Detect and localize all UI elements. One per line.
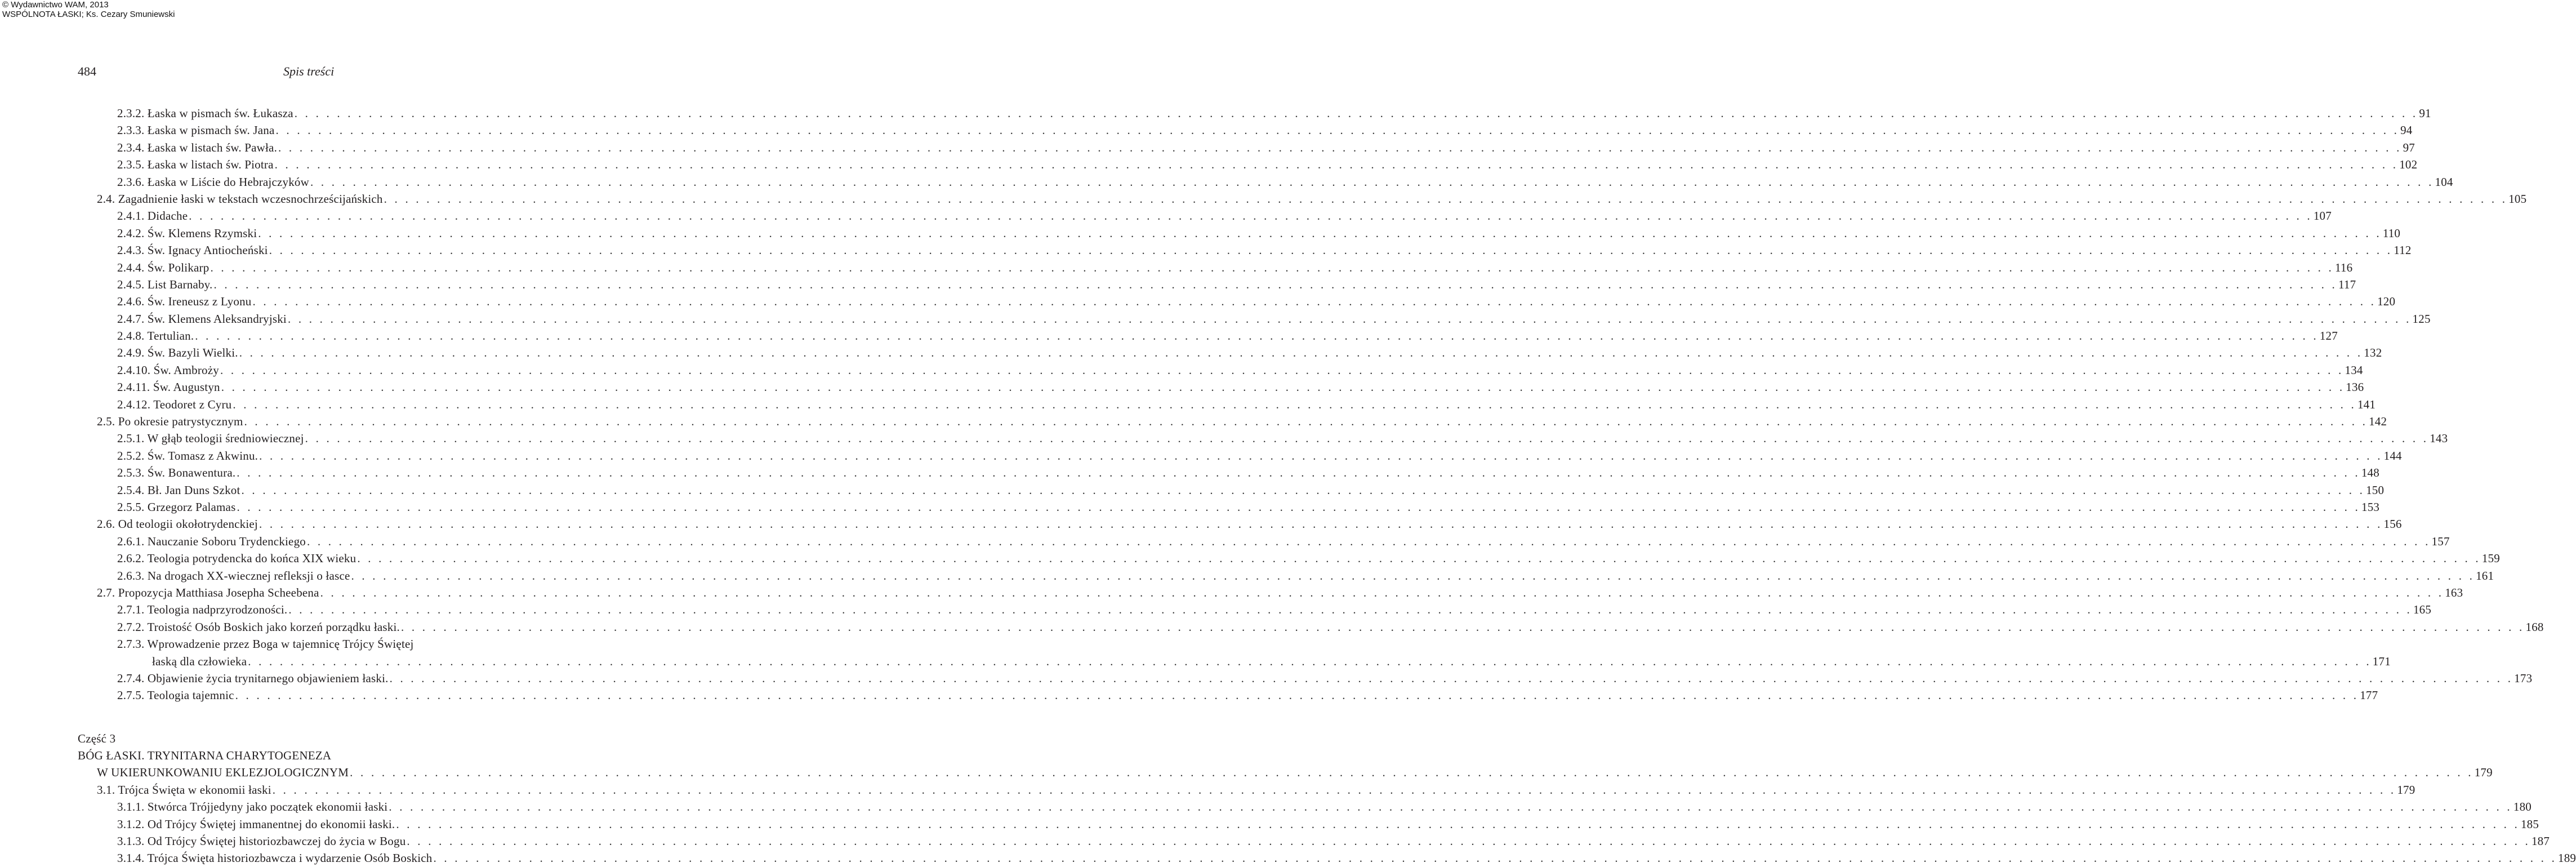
- toc-entry: [117, 344, 2382, 361]
- toc-entry: [117, 464, 2379, 481]
- dot-leader: . . . . . . . . . . . . . . . . . . . . . . . . . . . . . . . . . . . . . . . . . . . . . . . . . . . . . . . . . . . . . . . . . . . . . . . . . . . . . . . . . . . . . . . . . . . . . . . . . . . . . . . . . . . . . . . . . . . . . . . . . . . . . . . . . . . . . . . . . . . . . . . . . . . . . . . . . . . . . . . . . . . . . . . . . . . . . . . . . . . . . . . . . . . . . . . . . . . . . . . .: [258, 226, 2382, 240]
- dot-leader: . . . . . . . . . . . . . . . . . . . . . . . . . . . . . . . . . . . . . . . . . . . . . . . . . . . . . . . . . . . . . . . . . . . . . . . . . . . . . . . . . . . . . . . . . . . . . . . . . . . . . . . . . . . . . . . . . . . . . . . . . . . . . . . . . . . . . . . . . . . . . . . . . . . . . . . . . . . . . . . . . . . . . . . . . . . . . . . . . . . . . . . . . . . . . . . . . . . . . . . .: [389, 800, 2512, 814]
- toc-entry: [97, 190, 2527, 207]
- toc-entry-page: 144: [2383, 448, 2402, 463]
- dot-leader: . . . . . . . . . . . . . . . . . . . . . . . . . . . . . . . . . . . . . . . . . . . . . . . . . . . . . . . . . . . . . . . . . . . . . . . . . . . . . . . . . . . . . . . . . . . . . . . . . . . . . . . . . . . . . . . . . . . . . . . . . . . . . . . . . . . . . . . . . . . . . . . . . . . . . . . . . . . . . . . . . . . . . . . . . . . . . . . . . . . . . . . . . . . . . . . . . . . . . . . .: [195, 329, 2319, 343]
- dot-leader: . . . . . . . . . . . . . . . . . . . . . . . . . . . . . . . . . . . . . . . . . . . . . . . . . . . . . . . . . . . . . . . . . . . . . . . . . . . . . . . . . . . . . . . . . . . . . . . . . . . . . . . . . . . . . . . . . . . . . . . . . . . . . . . . . . . . . . . . . . . . . . . . . . . . . . . . . . . . . . . . . . . . . . . . . . . . . . . . . . . . . . . . . . . . . . . . . . . . . . . .: [237, 466, 2360, 480]
- toc-entry-title: 2.3.5. Łaska w listach św. Piotra: [117, 158, 274, 172]
- toc-entry: [117, 816, 2539, 833]
- toc-entry-title: 2.7.2. Troistość Osób Boskich jako korzeń porządku łaski.: [117, 620, 400, 634]
- dot-leader: . . . . . . . . . . . . . . . . . . . . . . . . . . . . . . . . . . . . . . . . . . . . . . . . . . . . . . . . . . . . . . . . . . . . . . . . . . . . . . . . . . . . . . . . . . . . . . . . . . . . . . . . . . . . . . . . . . . . . . . . . . . . . . . . . . . . . . . . . . . . . . . . . . . . . . . . . . . . . . . . . . . . . . . . . . . . . . . . . . . . . . . . . . . . . . . . . . . . . . . .: [241, 483, 2365, 497]
- toc-entry: [117, 207, 2332, 224]
- toc-entry-page: 187: [2531, 834, 2550, 848]
- table-of-contents: [0, 105, 2576, 867]
- toc-entry: [117, 687, 2378, 704]
- toc-entry: [117, 156, 2418, 173]
- toc-entry: [97, 413, 2387, 430]
- toc-entry-page: 148: [2361, 466, 2379, 480]
- toc-entry-title: 3.1.1. Stwórca Trójjedyny jako początek ekonomii łaski: [117, 800, 388, 814]
- toc-entry-page: 173: [2514, 671, 2533, 685]
- toc-entry: [117, 379, 2364, 395]
- toc-entry-title: 2.5.2. Św. Tomasz z Akwinu.: [117, 448, 259, 463]
- toc-entry-page: 116: [2335, 260, 2353, 274]
- toc-entry-page: 156: [2383, 517, 2402, 531]
- toc-entry-title: 3.1.2. Od Trójcy Świętej immanentnej do ekonomii łaski.: [117, 817, 395, 831]
- toc-entry-page: 94: [2400, 123, 2413, 137]
- copyright-line-1: © Wydawnictwo WAM, 2013: [2, 0, 109, 10]
- dot-leader: . . . . . . . . . . . . . . . . . . . . . . . . . . . . . . . . . . . . . . . . . . . . . . . . . . . . . . . . . . . . . . . . . . . . . . . . . . . . . . . . . . . . . . . . . . . . . . . . . . . . . . . . . . . . . . . . . . . . . . . . . . . . . . . . . . . . . . . . . . . . . . . . . . . . . . . . . . . . . . . . . . . . . . . . . . . . . . . . . . . . . . . . . . . . . . . . . . . . . . . .: [259, 517, 2383, 531]
- dot-leader: . . . . . . . . . . . . . . . . . . . . . . . . . . . . . . . . . . . . . . . . . . . . . . . . . . . . . . . . . . . . . . . . . . . . . . . . . . . . . . . . . . . . . . . . . . . . . . . . . . . . . . . . . . . . . . . . . . . . . . . . . . . . . . . . . . . . . . . . . . . . . . . . . . . . . . . . . . . . . . . . . . . . . . . . . . . . . . . . . . . . . . . . . . . . . . . . . . . . . . . .: [221, 380, 2345, 394]
- toc-entry-page: 143: [2430, 432, 2448, 446]
- dot-leader: . . . . . . . . . . . . . . . . . . . . . . . . . . . . . . . . . . . . . . . . . . . . . . . . . . . . . . . . . . . . . . . . . . . . . . . . . . . . . . . . . . . . . . . . . . . . . . . . . . . . . . . . . . . . . . . . . . . . . . . . . . . . . . . . . . . . . . . . . . . . . . . . . . . . . . . . . . . . . . . . . . . . . . . . . . . . . . . . . . . . . . . . . . . . . . . . . . . . . . . .: [320, 585, 2444, 599]
- dot-leader: . . . . . . . . . . . . . . . . . . . . . . . . . . . . . . . . . . . . . . . . . . . . . . . . . . . . . . . . . . . . . . . . . . . . . . . . . . . . . . . . . . . . . . . . . . . . . . . . . . . . . . . . . . . . . . . . . . . . . . . . . . . . . . . . . . . . . . . . . . . . . . . . . . . . . . . . . . . . . . . . . . . . . . . . . . . . . . . . . . . . . . . . . . . . . . . . . . . . . . . .: [235, 688, 2359, 703]
- toc-entry: [117, 293, 2396, 310]
- toc-entry-title: 2.5.3. Św. Bonawentura.: [117, 466, 236, 480]
- dot-leader: . . . . . . . . . . . . . . . . . . . . . . . . . . . . . . . . . . . . . . . . . . . . . . . . . . . . . . . . . . . . . . . . . . . . . . . . . . . . . . . . . . . . . . . . . . . . . . . . . . . . . . . . . . . . . . . . . . . . . . . . . . . . . . . . . . . . . . . . . . . . . . . . . . . . . . . . . . . . . . . . . . . . . . . . . . . . . . . . . . . . . . . . . . . . . . . . . . . . . . . .: [252, 295, 2377, 309]
- toc-entry: [117, 670, 2533, 687]
- toc-entry-page: 117: [2338, 277, 2356, 291]
- dot-leader: . . . . . . . . . . . . . . . . . . . . . . . . . . . . . . . . . . . . . . . . . . . . . . . . . . . . . . . . . . . . . . . . . . . . . . . . . . . . . . . . . . . . . . . . . . . . . . . . . . . . . . . . . . . . . . . . . . . . . . . . . . . . . . . . . . . . . . . . . . . . . . . . . . . . . . . . . . . . . . . . . . . . . . . . . . . . . . . . . . . . . . . . . . . . . . . . . . . . . . . .: [287, 312, 2412, 326]
- toc-entry-page: 142: [2369, 415, 2387, 429]
- toc-entry: [97, 764, 2493, 781]
- toc-entry-title: 3.1.3. Od Trójcy Świętej historiozbawczej do życia w Bogu: [117, 834, 406, 848]
- toc-entry-title: W UKIERUNKOWANIU EKLEZJOLOGICZNYM: [97, 766, 349, 780]
- toc-entry-title: 2.6. Od teologii okołotrydenckiej: [97, 517, 258, 531]
- toc-entry-page: 125: [2412, 312, 2431, 326]
- toc-entry-page: 177: [2360, 688, 2378, 703]
- toc-entry-title: 2.4.4. Św. Polikarp: [117, 260, 210, 274]
- toc-entry-page: 179: [2474, 766, 2493, 780]
- toc-entry-page: 150: [2366, 483, 2385, 497]
- toc-entry: [117, 850, 2576, 866]
- toc-entry: [117, 635, 540, 652]
- toc-entry-title: 2.4. Zagadnienie łaski w tekstach wczesnochrześcijańskich: [97, 192, 383, 206]
- dot-leader: . . . . . . . . . . . . . . . . . . . . . . . . . . . . . . . . . . . . . . . . . . . . . . . . . . . . . . . . . . . . . . . . . . . . . . . . . . . . . . . . . . . . . . . . . . . . . . . . . . . . . . . . . . . . . . . . . . . . . . . . . . . . . . . . . . . . . . . . . . . . . . . . . . . . . . . . . . . . . . . . . . . . . . . . . . . . . . . . . . . . . . . . . . . . . . . . . . . . . . . .: [351, 568, 2475, 583]
- toc-entry-title: BÓG ŁASKI. TRYNITARNA CHARYTOGENEZA: [78, 749, 332, 763]
- toc-entry-page: 189: [2558, 851, 2576, 865]
- dot-leader: . . . . . . . . . . . . . . . . . . . . . . . . . . . . . . . . . . . . . . . . . . . . . . . . . . . . . . . . . . . . . . . . . . . . . . . . . . . . . . . . . . . . . . . . . . . . . . . . . . . . . . . . . . . . . . . . . . . . . . . . . . . . . . . . . . . . . . . . . . . . . . . . . . . . . . . . . . . . . . . . . . . . . . . . . . . . . . . . . . . . . . . . . . . . . . . . . . . . . . . .: [244, 415, 2368, 429]
- toc-entry-title: 2.7.5. Teologia tajemnic: [117, 688, 234, 703]
- toc-entry-page: 132: [2364, 346, 2382, 360]
- toc-entry: [117, 174, 2453, 190]
- toc-entry-page: 161: [2476, 568, 2494, 583]
- toc-entry-page: 157: [2431, 534, 2450, 548]
- toc-entry-page: 97: [2403, 140, 2415, 154]
- dot-leader: . . . . . . . . . . . . . . . . . . . . . . . . . . . . . . . . . . . . . . . . . . . . . . . . . . . . . . . . . . . . . . . . . . . . . . . . . . . . . . . . . . . . . . . . . . . . . . . . . . . . . . . . . . . . . . . . . . . . . . . . . . . . . . . . . . . . . . . . . . . . . . . . . . . . . . . . . . . . . . . . . . . . . . . . . . . . . . . . . . . . . . . . . . . . . . . . . . . . . . . .: [259, 448, 2383, 463]
- toc-entry-title: 2.3.4. Łaska w listach św. Pawła.: [117, 140, 278, 154]
- toc-entry: [117, 798, 2532, 815]
- toc-entry-title: 2.6.2. Teologia potrydencka do końca XIX wieku: [117, 552, 356, 566]
- toc-entry: [117, 327, 2338, 344]
- dot-leader: . . . . . . . . . . . . . . . . . . . . . . . . . . . . . . . . . . . . . . . . . . . . . . . . . . . . . . . . . . . . . . . . . . . . . . . . . . . . . . . . . . . . . . . . . . . . . . . . . . . . . . . . . . . . . . . . . . . . . . . . . . . . . . . . . . . . . . . . . . . . . . . . . . . . . . . . . . . . . . . . . . . . . . . . . . . . . . . . . . . . . . . . . . . . . . . . . . . . . . . .: [278, 140, 2402, 154]
- toc-entry: [117, 499, 2380, 515]
- dot-leader: . . . . . . . . . . . . . . . . . . . . . . . . . . . . . . . . . . . . . . . . . . . . . . . . . . . . . . . . . . . . . . . . . . . . . . . . . . . . . . . . . . . . . . . . . . . . . . . . . . . . . . . . . . . . . . . . . . . . . . . . . . . . . . . . . . . . . . . . . . . . . . . . . . . . . . . . . . . . . . . . . . . . . . . . . . . . . . . . . . . . . . . . . . . . . . . . . . . . . . . .: [288, 603, 2412, 617]
- toc-entry: [117, 362, 2363, 379]
- toc-entry-page: 163: [2445, 585, 2463, 599]
- toc-entry-title: 2.4.8. Tertulian.: [117, 329, 194, 343]
- toc-entry: [117, 550, 2500, 567]
- dot-leader: . . . . . . . . . . . . . . . . . . . . . . . . . . . . . . . . . . . . . . . . . . . . . . . . . . . . . . . . . . . . . . . . . . . . . . . . . . . . . . . . . . . . . . . . . . . . . . . . . . . . . . . . . . . . . . . . . . . . . . . . . . . . . . . . . . . . . . . . . . . . . . . . . . . . . . . . . . . . . . . . . . . . . . . . . . . . . . . . . . . . . . . . . . . . . . . . . . . . . . . .: [389, 671, 2513, 685]
- toc-entry: [117, 482, 2385, 499]
- toc-entry-title: 2.3.2. Łaska w pismach św. Łukasza: [117, 106, 293, 120]
- dot-leader: . . . . . . . . . . . . . . . . . . . . . . . . . . . . . . . . . . . . . . . . . . . . . . . . . . . . . . . . . . . . . . . . . . . . . . . . . . . . . . . . . . . . . . . . . . . . . . . . . . . . . . . . . . . . . . . . . . . . . . . . . . . . . . . . . . . . . . . . . . . . . . . . . . . . . . . . . . . . . . . . . . . . . . . . . . . . . . . . . . . . . . . . . . . . . . . . . . . . . . . .: [407, 834, 2530, 848]
- toc-entry-page: 127: [2319, 329, 2338, 343]
- dot-leader: . . . . . . . . . . . . . . . . . . . . . . . . . . . . . . . . . . . . . . . . . . . . . . . . . . . . . . . . . . . . . . . . . . . . . . . . . . . . . . . . . . . . . . . . . . . . . . . . . . . . . . . . . . . . . . . . . . . . . . . . . . . . . . . . . . . . . . . . . . . . . . . . . . . . . . . . . . . . . . . . . . . . . . . . . . . . . . . . . . . . . . . . . . . . . . . . . . . . . . . .: [275, 123, 2400, 137]
- toc-entry: [78, 747, 540, 764]
- dot-leader: . . . . . . . . . . . . . . . . . . . . . . . . . . . . . . . . . . . . . . . . . . . . . . . . . . . . . . . . . . . . . . . . . . . . . . . . . . . . . . . . . . . . . . . . . . . . . . . . . . . . . . . . . . . . . . . . . . . . . . . . . . . . . . . . . . . . . . . . . . . . . . . . . . . . . . . . . . . . . . . . . . . . . . . . . . . . . . . . . . . . . . . . . . . . . . . . . . . . . . . .: [220, 363, 2344, 377]
- toc-entry-title: 2.4.12. Teodoret z Cyru: [117, 397, 232, 411]
- toc-entry-title: 3.1. Trójca Święta w ekonomii łaski: [97, 782, 271, 797]
- toc-entry-page: 141: [2357, 397, 2376, 411]
- toc-entry: [117, 396, 2376, 413]
- toc-entry-page: 91: [2419, 106, 2431, 120]
- dot-leader: . . . . . . . . . . . . . . . . . . . . . . . . . . . . . . . . . . . . . . . . . . . . . . . . . . . . . . . . . . . . . . . . . . . . . . . . . . . . . . . . . . . . . . . . . . . . . . . . . . . . . . . . . . . . . . . . . . . . . . . . . . . . . . . . . . . . . . . . . . . . . . . . . . . . . . . . . . . . . . . . . . . . . . . . . . . . . . . . . . . . . . . . . . . . . . . . . . . . . . . .: [294, 106, 2418, 120]
- toc-entry-title: 2.5.1. W głąb teologii średniowiecznej: [117, 432, 304, 446]
- toc-entry-page: 136: [2346, 380, 2364, 394]
- dot-leader: . . . . . . . . . . . . . . . . . . . . . . . . . . . . . . . . . . . . . . . . . . . . . . . . . . . . . . . . . . . . . . . . . . . . . . . . . . . . . . . . . . . . . . . . . . . . . . . . . . . . . . . . . . . . . . . . . . . . . . . . . . . . . . . . . . . . . . . . . . . . . . . . . . . . . . . . . . . . . . . . . . . . . . . . . . . . . . . . . . . . . . . . . . . . . . . . . . . . . . . .: [357, 552, 2481, 566]
- dot-leader: . . . . . . . . . . . . . . . . . . . . . . . . . . . . . . . . . . . . . . . . . . . . . . . . . . . . . . . . . . . . . . . . . . . . . . . . . . . . . . . . . . . . . . . . . . . . . . . . . . . . . . . . . . . . . . . . . . . . . . . . . . . . . . . . . . . . . . . . . . . . . . . . . . . . . . . . . . . . . . . . . . . . . . . . . . . . . . . . . . . . . . . . . . . . . . . . . . . . . . . .: [210, 260, 2334, 274]
- toc-entry-title: Część 3: [78, 731, 116, 745]
- dot-leader: . . . . . . . . . . . . . . . . . . . . . . . . . . . . . . . . . . . . . . . . . . . . . . . . . . . . . . . . . . . . . . . . . . . . . . . . . . . . . . . . . . . . . . . . . . . . . . . . . . . . . . . . . . . . . . . . . . . . . . . . . . . . . . . . . . . . . . . . . . . . . . . . . . . . . . . . . . . . . . . . . . . . . . . . . . . . . . . . . . . . . . . . . . . . . . . . . . . . . . . .: [248, 654, 2372, 668]
- toc-entry: [117, 310, 2431, 327]
- toc-entry-title: 2.5.4. Bł. Jan Duns Szkot: [117, 483, 240, 497]
- toc-entry: [117, 276, 2356, 293]
- toc-entry: [78, 730, 540, 747]
- toc-entry: [117, 430, 2448, 447]
- dot-leader: . . . . . . . . . . . . . . . . . . . . . . . . . . . . . . . . . . . . . . . . . . . . . . . . . . . . . . . . . . . . . . . . . . . . . . . . . . . . . . . . . . . . . . . . . . . . . . . . . . . . . . . . . . . . . . . . . . . . . . . . . . . . . . . . . . . . . . . . . . . . . . . . . . . . . . . . . . . . . . . . . . . . . . . . . . . . . . . . . . . . . . . . . . . . . . . . . . . . . . . .: [350, 766, 2474, 780]
- toc-entry-title: 2.6.1. Nauczanie Soboru Trydenckiego: [117, 534, 306, 548]
- toc-entry-title: 2.7.4. Objawienie życia trynitarnego objawieniem łaski.: [117, 671, 389, 685]
- toc-entry: [117, 447, 2402, 464]
- toc-entry-page: 179: [2397, 782, 2415, 797]
- dot-leader: . . . . . . . . . . . . . . . . . . . . . . . . . . . . . . . . . . . . . . . . . . . . . . . . . . . . . . . . . . . . . . . . . . . . . . . . . . . . . . . . . . . . . . . . . . . . . . . . . . . . . . . . . . . . . . . . . . . . . . . . . . . . . . . . . . . . . . . . . . . . . . . . . . . . . . . . . . . . . . . . . . . . . . . . . . . . . . . . . . . . . . . . . . . . . . . . . . . . . . . .: [237, 500, 2361, 514]
- toc-entry-page: 112: [2394, 243, 2412, 257]
- toc-entry-page: 165: [2413, 603, 2432, 617]
- toc-entry-title: 2.3.6. Łaska w Liście do Hebrajczyków: [117, 175, 309, 189]
- page-number: 484: [78, 64, 96, 78]
- toc-entry-page: 104: [2435, 175, 2453, 189]
- toc-entry-page: 107: [2313, 209, 2332, 223]
- toc-entry: [117, 225, 2401, 242]
- toc-entry-title: 2.6.3. Na drogach XX-wiecznej refleksji o łasce: [117, 568, 350, 583]
- toc-entry-page: 110: [2382, 226, 2401, 240]
- toc-entry: [97, 584, 2463, 601]
- dot-leader: . . . . . . . . . . . . . . . . . . . . . . . . . . . . . . . . . . . . . . . . . . . . . . . . . . . . . . . . . . . . . . . . . . . . . . . . . . . . . . . . . . . . . . . . . . . . . . . . . . . . . . . . . . . . . . . . . . . . . . . . . . . . . . . . . . . . . . . . . . . . . . . . . . . . . . . . . . . . . . . . . . . . . . . . . . . . . . . . . . . . . . . . . . . . . . . . . . . . . . . .: [400, 620, 2525, 634]
- toc-entry: [117, 139, 2415, 156]
- dot-leader: . . . . . . . . . . . . . . . . . . . . . . . . . . . . . . . . . . . . . . . . . . . . . . . . . . . . . . . . . . . . . . . . . . . . . . . . . . . . . . . . . . . . . . . . . . . . . . . . . . . . . . . . . . . . . . . . . . . . . . . . . . . . . . . . . . . . . . . . . . . . . . . . . . . . . . . . . . . . . . . . . . . . . . . . . . . . . . . . . . . . . . . . . . . . . . . . . . . . . . . .: [213, 277, 2338, 291]
- toc-entry: [97, 781, 2415, 798]
- dot-leader: . . . . . . . . . . . . . . . . . . . . . . . . . . . . . . . . . . . . . . . . . . . . . . . . . . . . . . . . . . . . . . . . . . . . . . . . . . . . . . . . . . . . . . . . . . . . . . . . . . . . . . . . . . . . . . . . . . . . . . . . . . . . . . . . . . . . . . . . . . . . . . . . . . . . . . . . . . . . . . . . . . . . . . . . . . . . . . . . . . . . . . . . . . . . . . . . . . . . . . . .: [310, 175, 2434, 189]
- toc-entry-page: 134: [2345, 363, 2363, 377]
- toc-entry-title: łaską dla człowieka: [152, 654, 247, 668]
- dot-leader: . . . . . . . . . . . . . . . . . . . . . . . . . . . . . . . . . . . . . . . . . . . . . . . . . . . . . . . . . . . . . . . . . . . . . . . . . . . . . . . . . . . . . . . . . . . . . . . . . . . . . . . . . . . . . . . . . . . . . . . . . . . . . . . . . . . . . . . . . . . . . . . . . . . . . . . . . . . . . . . . . . . . . . . . . . . . . . . . . . . . . . . . . . . . . . . . . . . . . . . .: [269, 243, 2393, 257]
- running-title: Spis treści: [283, 64, 335, 78]
- copyright-notice: [2, 0, 175, 19]
- dot-leader: . . . . . . . . . . . . . . . . . . . . . . . . . . . . . . . . . . . . . . . . . . . . . . . . . . . . . . . . . . . . . . . . . . . . . . . . . . . . . . . . . . . . . . . . . . . . . . . . . . . . . . . . . . . . . . . . . . . . . . . . . . . . . . . . . . . . . . . . . . . . . . . . . . . . . . . . . . . . . . . . . . . . . . . . . . . . . . . . . . . . . . . . . . . . . . . . . . . . . . . .: [433, 851, 2557, 865]
- toc-entry: [117, 259, 2353, 276]
- toc-entry-page: 180: [2513, 800, 2532, 814]
- dot-leader: . . . . . . . . . . . . . . . . . . . . . . . . . . . . . . . . . . . . . . . . . . . . . . . . . . . . . . . . . . . . . . . . . . . . . . . . . . . . . . . . . . . . . . . . . . . . . . . . . . . . . . . . . . . . . . . . . . . . . . . . . . . . . . . . . . . . . . . . . . . . . . . . . . . . . . . . . . . . . . . . . . . . . . . . . . . . . . . . . . . . . . . . . . . . . . . . . . . . . . . .: [306, 534, 2431, 548]
- dot-leader: . . . . . . . . . . . . . . . . . . . . . . . . . . . . . . . . . . . . . . . . . . . . . . . . . . . . . . . . . . . . . . . . . . . . . . . . . . . . . . . . . . . . . . . . . . . . . . . . . . . . . . . . . . . . . . . . . . . . . . . . . . . . . . . . . . . . . . . . . . . . . . . . . . . . . . . . . . . . . . . . . . . . . . . . . . . . . . . . . . . . . . . . . . . . . . . . . . . . . . . .: [396, 817, 2520, 831]
- toc-spacer: [0, 704, 541, 730]
- dot-leader: . . . . . . . . . . . . . . . . . . . . . . . . . . . . . . . . . . . . . . . . . . . . . . . . . . . . . . . . . . . . . . . . . . . . . . . . . . . . . . . . . . . . . . . . . . . . . . . . . . . . . . . . . . . . . . . . . . . . . . . . . . . . . . . . . . . . . . . . . . . . . . . . . . . . . . . . . . . . . . . . . . . . . . . . . . . . . . . . . . . . . . . . . . . . . . . . . . . . . . . .: [274, 158, 2399, 172]
- toc-entry: [117, 601, 2432, 618]
- toc-entry: [117, 533, 2450, 550]
- toc-entry: [117, 833, 2550, 850]
- toc-entry-title: 2.5. Po okresie patrystycznym: [97, 415, 243, 429]
- toc-entry-title: 2.4.3. Św. Ignacy Antiocheński: [117, 243, 268, 257]
- dot-leader: . . . . . . . . . . . . . . . . . . . . . . . . . . . . . . . . . . . . . . . . . . . . . . . . . . . . . . . . . . . . . . . . . . . . . . . . . . . . . . . . . . . . . . . . . . . . . . . . . . . . . . . . . . . . . . . . . . . . . . . . . . . . . . . . . . . . . . . . . . . . . . . . . . . . . . . . . . . . . . . . . . . . . . . . . . . . . . . . . . . . . . . . . . . . . . . . . . . . . . . .: [384, 192, 2508, 206]
- toc-entry-title: 2.5.5. Grzegorz Palamas: [117, 500, 236, 514]
- toc-entry-page: 105: [2508, 192, 2527, 206]
- toc-entry: [117, 567, 2494, 584]
- toc-entry-title: 2.4.1. Didache: [117, 209, 188, 223]
- toc-entry-title: 2.4.2. Św. Klemens Rzymski: [117, 226, 257, 240]
- toc-entry-page: 171: [2372, 654, 2391, 668]
- dot-leader: . . . . . . . . . . . . . . . . . . . . . . . . . . . . . . . . . . . . . . . . . . . . . . . . . . . . . . . . . . . . . . . . . . . . . . . . . . . . . . . . . . . . . . . . . . . . . . . . . . . . . . . . . . . . . . . . . . . . . . . . . . . . . . . . . . . . . . . . . . . . . . . . . . . . . . . . . . . . . . . . . . . . . . . . . . . . . . . . . . . . . . . . . . . . . . . . . . . . . . . .: [189, 209, 2312, 223]
- toc-entry-page: 102: [2399, 158, 2418, 172]
- toc-entry-title: 2.4.7. Św. Klemens Aleksandryjski: [117, 312, 287, 326]
- toc-entry: [117, 619, 2544, 635]
- toc-entry-title: 2.7.1. Teologia nadprzyrodzoności.: [117, 603, 288, 617]
- toc-entry-page: 120: [2377, 295, 2396, 309]
- toc-entry-title: 2.4.10. Św. Ambroży: [117, 363, 219, 377]
- toc-entry: [152, 653, 2391, 670]
- dot-leader: . . . . . . . . . . . . . . . . . . . . . . . . . . . . . . . . . . . . . . . . . . . . . . . . . . . . . . . . . . . . . . . . . . . . . . . . . . . . . . . . . . . . . . . . . . . . . . . . . . . . . . . . . . . . . . . . . . . . . . . . . . . . . . . . . . . . . . . . . . . . . . . . . . . . . . . . . . . . . . . . . . . . . . . . . . . . . . . . . . . . . . . . . . . . . . . . . . . . . . . .: [239, 346, 2363, 360]
- toc-entry-title: 3.1.4. Trójca Święta historiozbawcza i wydarzenie Osób Boskich: [117, 851, 433, 865]
- toc-entry-title: 2.7. Propozycja Matthiasa Josepha Scheebena: [97, 585, 319, 599]
- toc-entry-title: 2.4.5. List Barnaby.: [117, 277, 213, 291]
- dot-leader: . . . . . . . . . . . . . . . . . . . . . . . . . . . . . . . . . . . . . . . . . . . . . . . . . . . . . . . . . . . . . . . . . . . . . . . . . . . . . . . . . . . . . . . . . . . . . . . . . . . . . . . . . . . . . . . . . . . . . . . . . . . . . . . . . . . . . . . . . . . . . . . . . . . . . . . . . . . . . . . . . . . . . . . . . . . . . . . . . . . . . . . . . . . . . . . . . . . . . . . .: [305, 432, 2429, 446]
- copyright-line-2: WSPÓLNOTA ŁASKI; Ks. Cezary Smuniewski: [2, 10, 175, 19]
- dot-leader: . . . . . . . . . . . . . . . . . . . . . . . . . . . . . . . . . . . . . . . . . . . . . . . . . . . . . . . . . . . . . . . . . . . . . . . . . . . . . . . . . . . . . . . . . . . . . . . . . . . . . . . . . . . . . . . . . . . . . . . . . . . . . . . . . . . . . . . . . . . . . . . . . . . . . . . . . . . . . . . . . . . . . . . . . . . . . . . . . . . . . . . . . . . . . . . . . . . . . . . .: [272, 782, 2396, 797]
- toc-entry: [97, 515, 2402, 532]
- toc-entry-title: 2.3.3. Łaska w pismach św. Jana: [117, 123, 275, 137]
- toc-entry: [117, 242, 2412, 259]
- toc-entry: [117, 105, 2431, 122]
- toc-entry-title: 2.4.11. Św. Augustyn: [117, 380, 220, 394]
- toc-entry: [117, 122, 2413, 139]
- toc-entry-title: 2.7.3. Wprowadzenie przez Boga w tajemnicę Trójcy Świętej: [117, 637, 414, 651]
- toc-entry-page: 185: [2520, 817, 2539, 831]
- toc-entry-page: 153: [2361, 500, 2380, 514]
- toc-entry-title: 2.4.9. Św. Bazyli Wielki.: [117, 346, 238, 360]
- dot-leader: . . . . . . . . . . . . . . . . . . . . . . . . . . . . . . . . . . . . . . . . . . . . . . . . . . . . . . . . . . . . . . . . . . . . . . . . . . . . . . . . . . . . . . . . . . . . . . . . . . . . . . . . . . . . . . . . . . . . . . . . . . . . . . . . . . . . . . . . . . . . . . . . . . . . . . . . . . . . . . . . . . . . . . . . . . . . . . . . . . . . . . . . . . . . . . . . . . . . . . . .: [233, 397, 2356, 411]
- toc-entry-page: 168: [2525, 620, 2544, 634]
- toc-entry-page: 159: [2481, 552, 2500, 566]
- toc-entry-title: 2.4.6. Św. Ireneusz z Lyonu: [117, 295, 252, 309]
